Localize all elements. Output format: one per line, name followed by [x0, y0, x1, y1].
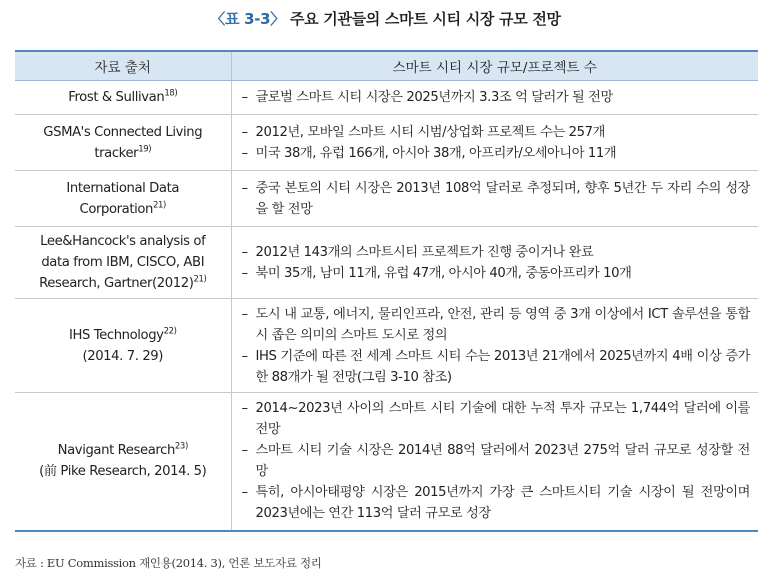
table-number: 〈표 3-3〉	[210, 10, 285, 28]
bullet-list	[242, 242, 751, 284]
table-row	[15, 227, 758, 299]
footnote-marker: 23)	[174, 441, 188, 452]
source-text: Corporation	[79, 201, 154, 217]
table-row	[15, 115, 758, 171]
table-row	[15, 393, 758, 531]
source-line	[21, 346, 225, 367]
smart-city-market-table	[15, 50, 758, 532]
source-line	[21, 231, 225, 252]
table-title: 주요 기관들의 스마트 시티 시장 규모 전망	[289, 10, 561, 28]
footnote-marker: 19)	[138, 144, 152, 155]
footnote-marker: 18)	[164, 88, 178, 99]
source-text: GSMA's Connected Living	[43, 124, 203, 140]
bullet-list	[242, 304, 751, 388]
bullet-item: – 글로벌 스마트 시티 시장은 2025년까지 3.3조 억 달러가 될 전망	[242, 87, 751, 108]
table-row	[15, 299, 758, 393]
source-cell	[15, 81, 231, 115]
source-text: Frost & Sullivan	[68, 90, 165, 105]
source-line	[21, 252, 225, 273]
source-cell	[15, 299, 231, 393]
bullet-list	[242, 122, 751, 164]
header-row	[15, 51, 758, 81]
bullet-item: – 2012년, 모바일 스마트 시티 시범/상업화 프로젝트 수는 257개	[242, 122, 751, 143]
source-line	[21, 178, 225, 199]
source-cell	[15, 171, 231, 227]
bullet-item: – 2012년 143개의 스마트시티 프로젝트가 진행 중이거나 완료	[242, 242, 751, 263]
source-line	[21, 461, 225, 482]
source-text: Research, Gartner(2012)	[39, 276, 194, 291]
source-line	[21, 273, 225, 294]
description-cell	[231, 171, 758, 227]
table-caption	[0, 8, 771, 29]
bullet-item: – 중국 본토의 시티 시장은 2013년 108억 달러로 추정되며, 향후 5년간 두 자리 수의 성장을 할 전망	[242, 178, 751, 220]
source-text: International Data	[66, 180, 180, 196]
source-text: tracker	[94, 145, 139, 161]
table-row	[15, 81, 758, 115]
source-text: Navigant Research	[57, 443, 175, 459]
table-row	[15, 171, 758, 227]
source-line	[21, 87, 225, 108]
source-cell	[15, 227, 231, 299]
bullet-item: – 스마트 시티 기술 시장은 2014년 88억 달러에서 2023년 275억 달러 규모로 성장할 전망	[242, 440, 751, 482]
source-cell	[15, 393, 231, 531]
bullet-list	[242, 398, 751, 524]
bullet-item: – 2014~2023년 사이의 스마트 시티 기술에 대한 누적 투자 규모는 1,744억 달러에 이를 전망	[242, 398, 751, 440]
bullet-item: – 도시 내 교통, 에너지, 물리인프라, 안전, 관리 등 영역 중 3개 이상에서 ICT 솔루션을 통합 시 좁은 의미의 스마트 도시로 정의	[242, 304, 751, 346]
bullet-item: – 특히, 아시아태평양 시장은 2015년까지 가장 큰 스마트시티 기술 시장이 될 전망이며 2023년에는 연간 113억 달러 규모로 성장	[242, 482, 751, 524]
source-line	[21, 440, 225, 461]
source-text: Lee&Hancock's analysis of	[40, 234, 206, 249]
header-source: 자료 출처	[15, 51, 231, 81]
source-text: (前 Pike Research, 2014. 5)	[39, 464, 207, 480]
source-line	[21, 122, 225, 143]
description-cell	[231, 393, 758, 531]
source-text: (2014. 7. 29)	[82, 348, 164, 364]
description-cell	[231, 299, 758, 393]
description-cell	[231, 81, 758, 115]
footnote-marker: 21)	[153, 200, 166, 211]
description-cell	[231, 115, 758, 171]
source-line	[21, 199, 225, 220]
footnote-marker: 21)	[193, 274, 207, 285]
header-market-size: 스마트 시티 시장 규모/프로젝트 수	[231, 51, 758, 81]
footnote-marker: 22)	[163, 326, 177, 337]
source-line	[21, 143, 225, 164]
bullet-item: – IHS 기준에 따른 전 세계 스마트 시티 수는 2013년 21개에서 2025년까지 4배 이상 증가한 88개가 될 전망(그림 3-10 참조)	[242, 346, 751, 388]
source-cell	[15, 115, 231, 171]
source-text: IHS Technology	[68, 327, 164, 343]
table-body	[15, 81, 758, 531]
bullet-item: – 미국 38개, 유럽 166개, 아시아 38개, 아프리카/오세아니아 11개	[242, 143, 751, 164]
bullet-item: – 북미 35개, 남미 11개, 유럽 47개, 아시아 40개, 중동아프리카 10개	[242, 263, 751, 284]
source-line	[21, 325, 225, 346]
bullet-list	[242, 87, 751, 108]
description-cell	[231, 227, 758, 299]
source-text: data from IBM, CISCO, ABI	[41, 255, 205, 270]
source-note: 자료 : EU Commission 재인용(2014. 3), 언론 보도자료 정리	[15, 556, 322, 570]
bullet-list	[242, 178, 751, 220]
